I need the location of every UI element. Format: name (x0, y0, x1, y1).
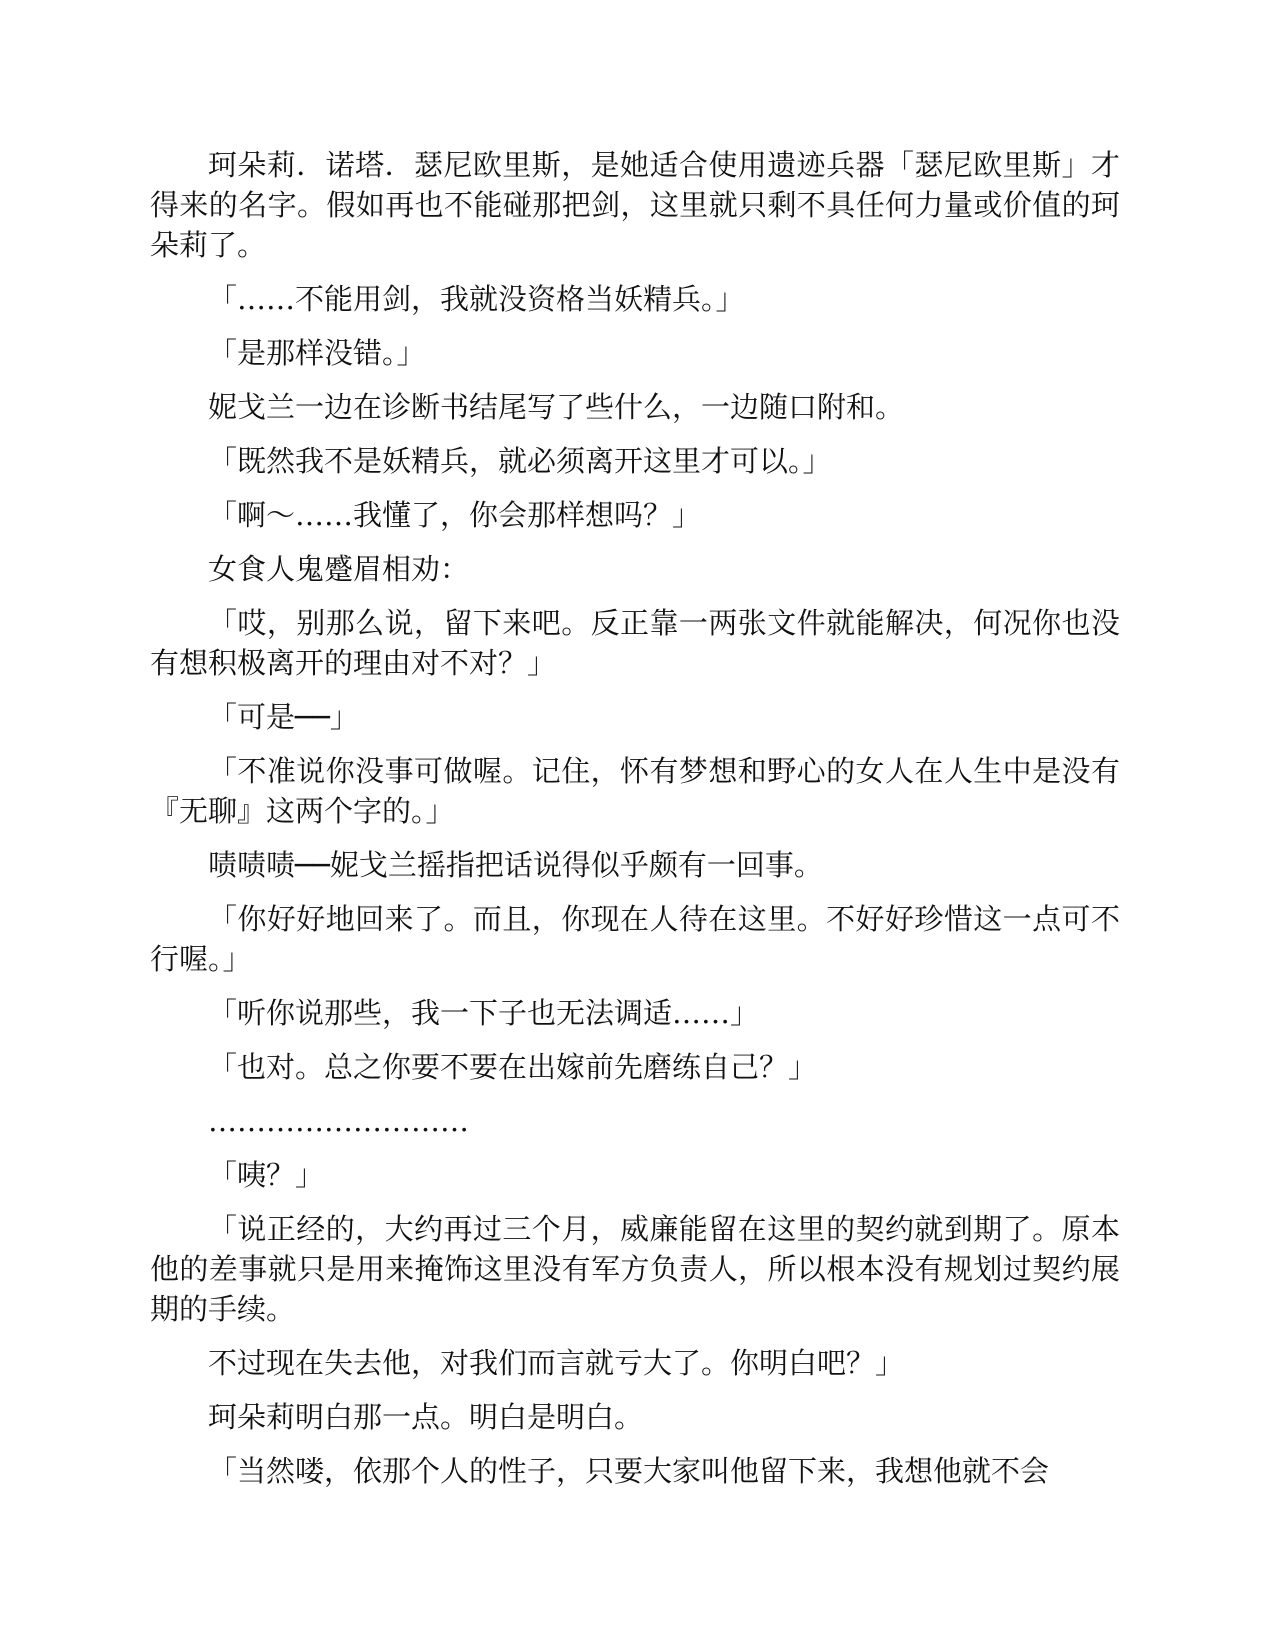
paragraph-16: 「咦？」 (208, 1158, 325, 1192)
paragraph-5: 「既然我不是妖精兵，就必须离开这里才可以。」 (208, 444, 832, 478)
paragraph-6: 「啊～……我懂了，你会那样想吗？」 (208, 498, 702, 532)
paragraph-8: 「哎，别那么说，留下来吧。反正靠一两张文件就能解决，何况你也没有想积极离开的理由对不对？」 (150, 606, 1120, 680)
document-page (150, 145, 1120, 1505)
paragraph-18: 不过现在失去他，对我们而言就亏大了。你明白吧？」 (208, 1346, 905, 1380)
paragraph-1: 珂朵莉．诺塔．瑟尼欧里斯，是她适合使用遗迹兵器「瑟尼欧里斯」才得来的名字。假如再也不能碰那把剑，这里就只剩不具任何力量或价值的珂朵莉了。 (150, 148, 1120, 262)
paragraph-4: 妮戈兰一边在诊断书结尾写了些什么，一边随口附和。 (208, 390, 905, 424)
paragraph-2: 「……不能用剑，我就没资格当妖精兵。」 (208, 282, 745, 316)
paragraph-7: 女食人鬼蹙眉相劝： (208, 552, 470, 586)
paragraph-10: 「不准说你没事可做喔。记住，怀有梦想和野心的女人在人生中是没有『无聊』这两个字的。」 (150, 754, 1120, 828)
paragraph-20: 「当然喽，依那个人的性子，只要大家叫他留下来，我想他就不会 (208, 1454, 1050, 1488)
paragraph-13: 「听你说那些，我一下子也无法调适……」 (208, 996, 760, 1030)
paragraph-14: 「也对。总之你要不要在出嫁前先磨练自己？」 (208, 1050, 818, 1084)
paragraph-17: 「说正经的，大约再过三个月，威廉能留在这里的契约就到期了。原本他的差事就只是用来掩饰这里没有军方负责人，所以根本没有规划过契约展期的手续。 (150, 1212, 1120, 1326)
paragraph-11: 啧啧啧──妮戈兰摇指把话说得似乎颇有一回事。 (208, 848, 823, 882)
paragraph-3: 「是那样没错。」 (208, 336, 426, 370)
paragraph-19: 珂朵莉明白那一点。明白是明白。 (208, 1400, 644, 1434)
ellipsis-line: ……………………… (208, 1104, 469, 1138)
paragraph-12: 「你好好地回来了。而且，你现在人待在这里。不好好珍惜这一点可不行喔。」 (150, 902, 1120, 976)
paragraph-9: 「可是──」 (208, 700, 359, 734)
